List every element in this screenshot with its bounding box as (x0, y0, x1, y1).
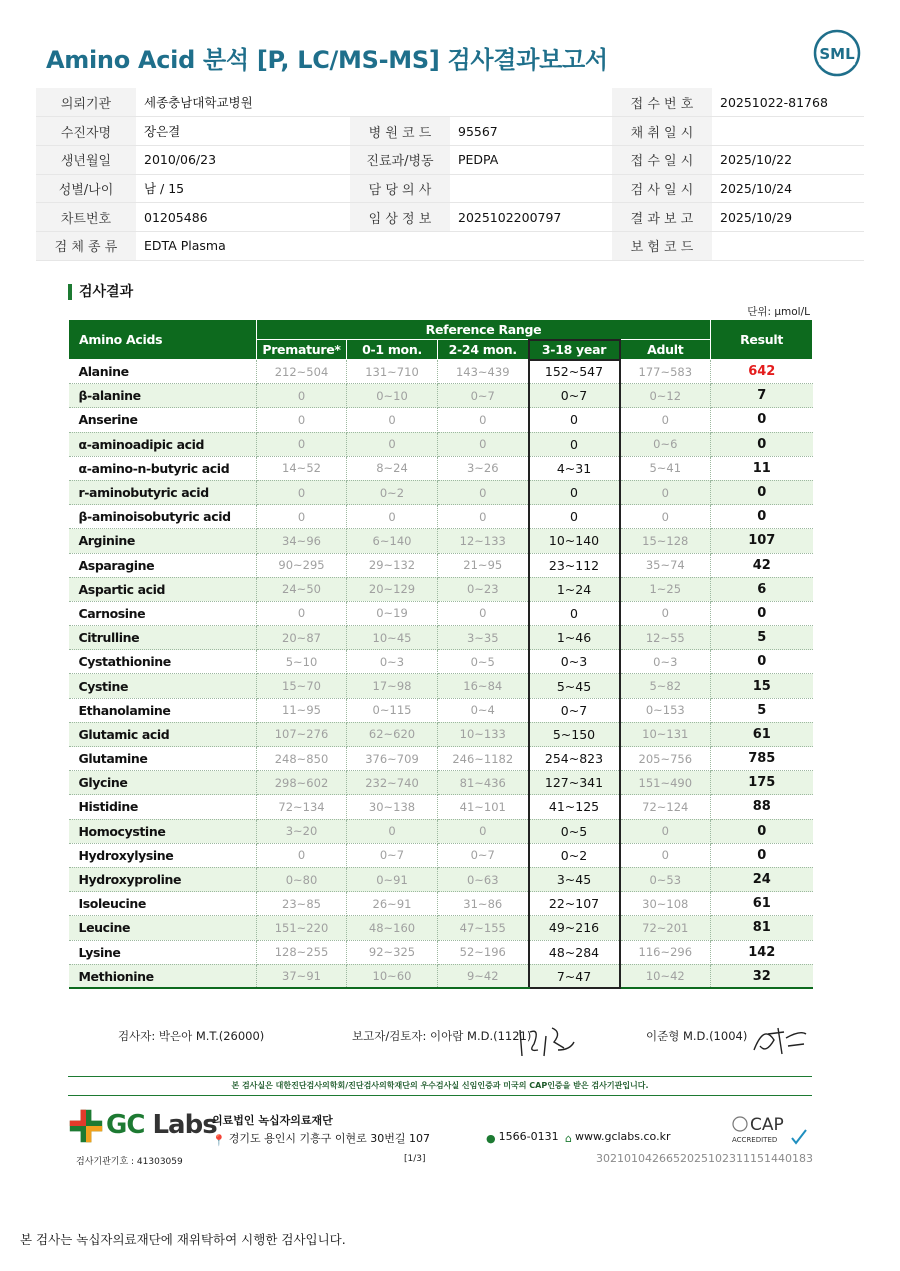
col-amino-acids: Amino Acids (69, 320, 257, 360)
table-row (69, 843, 813, 867)
info-label (350, 88, 450, 117)
tester-signature: 검사자: 박은아 M.T.(26000) (118, 1029, 265, 1043)
reference-range-cell: 254~823 (529, 747, 620, 771)
reference-range-cell: 0 (257, 601, 347, 625)
result-value: 0 (711, 650, 813, 674)
reference-range-cell: 0~7 (529, 384, 620, 408)
reference-range-cell: 0~3 (529, 650, 620, 674)
reference-range-cell: 0 (438, 505, 529, 529)
doctor-signature: 이준형 M.D.(1004) (646, 1029, 748, 1043)
amino-acid-name: Glycine (69, 771, 257, 795)
reference-range-cell: 0 (620, 480, 711, 504)
table-row (69, 795, 813, 819)
reference-range-cell: 0~3 (620, 650, 711, 674)
reference-range-cell: 0 (257, 408, 347, 432)
reference-range-cell: 24~50 (257, 577, 347, 601)
info-value: 장은결 (136, 117, 350, 146)
reference-range-cell: 143~439 (438, 360, 529, 384)
ref-col-header: 2-24 mon. (438, 340, 529, 360)
amino-acid-name: Lysine (69, 940, 257, 964)
info-value: 20251022-81768 (712, 88, 864, 117)
col-reference-range: Reference Range (257, 320, 711, 340)
result-value: 7 (711, 384, 813, 408)
table-row (69, 432, 813, 456)
reference-range-cell: 10~140 (529, 529, 620, 553)
reference-range-cell: 8~24 (347, 456, 438, 480)
phone-text: 1566-0131 (498, 1130, 559, 1143)
foundation-name: 의료법인 녹십자의료재단 (212, 1114, 333, 1127)
ref-col-header: 0-1 mon. (347, 340, 438, 360)
info-label: 검 체 종 류 (36, 231, 136, 260)
reference-range-cell: 1~24 (529, 577, 620, 601)
table-row (69, 601, 813, 625)
result-value: 5 (711, 698, 813, 722)
result-value: 0 (711, 432, 813, 456)
ref-col-header: Adult (620, 340, 711, 360)
info-label: 보 험 코 드 (612, 231, 712, 260)
reference-range-cell: 0 (529, 505, 620, 529)
result-value: 11 (711, 456, 813, 480)
reference-range-cell: 0 (529, 601, 620, 625)
reference-range-cell: 3~35 (438, 626, 529, 650)
reference-range-cell: 5~45 (529, 674, 620, 698)
reference-range-cell: 248~850 (257, 747, 347, 771)
table-row (69, 626, 813, 650)
reference-range-cell: 7~47 (529, 964, 620, 988)
reference-range-cell: 151~490 (620, 771, 711, 795)
reference-range-cell: 30~108 (620, 892, 711, 916)
reporter-handwritten-signature (514, 1020, 580, 1060)
reference-range-cell: 0 (620, 819, 711, 843)
amino-acid-name: Anserine (69, 408, 257, 432)
website-text: www.gclabs.co.kr (574, 1130, 671, 1143)
amino-acid-name: Citrulline (69, 626, 257, 650)
reference-range-cell: 47~155 (438, 916, 529, 940)
table-row (69, 408, 813, 432)
info-value: 2025/10/22 (712, 145, 864, 174)
reference-range-cell: 62~620 (347, 722, 438, 746)
info-label: 담 당 의 사 (350, 174, 450, 203)
amino-acid-name: Methionine (69, 964, 257, 988)
sml-logo (812, 28, 862, 78)
patient-info-table (36, 88, 864, 261)
reference-range-cell: 0~115 (347, 698, 438, 722)
info-value: 2010/06/23 (136, 145, 350, 174)
info-row (36, 145, 864, 174)
reference-range-cell: 0 (347, 408, 438, 432)
reference-range-cell: 0 (257, 480, 347, 504)
amino-acid-name: r-aminobutyric acid (69, 480, 257, 504)
reference-range-cell: 0 (438, 432, 529, 456)
info-value: 2025/10/24 (712, 174, 864, 203)
table-row (69, 722, 813, 746)
gc-cross-logo (68, 1108, 104, 1144)
result-value: 0 (711, 843, 813, 867)
reference-range-cell: 0 (257, 432, 347, 456)
info-value: 남 / 15 (136, 174, 350, 203)
reference-range-cell: 0~23 (438, 577, 529, 601)
phone (486, 1130, 559, 1145)
reference-range-cell: 5~10 (257, 650, 347, 674)
reference-range-cell: 0~7 (438, 843, 529, 867)
result-value: 6 (711, 577, 813, 601)
info-row (36, 88, 864, 117)
page-number: [1/3] (404, 1154, 426, 1164)
table-row (69, 505, 813, 529)
reference-range-cell: 1~25 (620, 577, 711, 601)
reference-range-cell: 5~41 (620, 456, 711, 480)
info-label: 수진자명 (36, 117, 136, 146)
info-label: 결 과 보 고 (612, 203, 712, 232)
reference-range-cell: 0~12 (620, 384, 711, 408)
reference-range-cell: 72~124 (620, 795, 711, 819)
amino-acid-name: Cystine (69, 674, 257, 698)
reference-range-cell: 23~85 (257, 892, 347, 916)
results-table (68, 319, 813, 989)
reference-range-cell: 49~216 (529, 916, 620, 940)
unit-label: 단위: μmol/L (747, 306, 810, 318)
info-row (36, 117, 864, 146)
amino-acid-name: Histidine (69, 795, 257, 819)
reference-range-cell: 48~160 (347, 916, 438, 940)
reference-range-cell: 0~2 (529, 843, 620, 867)
info-label: 채 취 일 시 (612, 117, 712, 146)
reference-range-cell: 246~1182 (438, 747, 529, 771)
info-label: 병 원 코 드 (350, 117, 450, 146)
info-value (712, 117, 864, 146)
reference-range-cell: 0~5 (529, 819, 620, 843)
amino-acid-name: Glutamine (69, 747, 257, 771)
result-value: 42 (711, 553, 813, 577)
reference-range-cell: 0~53 (620, 867, 711, 891)
reference-range-cell: 5~82 (620, 674, 711, 698)
reference-range-cell: 0 (347, 505, 438, 529)
info-value: 2025/10/29 (712, 203, 864, 232)
info-value (450, 174, 612, 203)
amino-acid-name: Aspartic acid (69, 577, 257, 601)
reference-range-cell: 4~31 (529, 456, 620, 480)
reference-range-cell: 0~80 (257, 867, 347, 891)
table-row (69, 553, 813, 577)
result-value: 0 (711, 819, 813, 843)
reference-range-cell: 0~10 (347, 384, 438, 408)
amino-acid-name: β-aminoisobutyric acid (69, 505, 257, 529)
amino-acid-name: Hydroxyproline (69, 867, 257, 891)
info-value: 세종충남대학교병원 (136, 88, 350, 117)
result-value: 5 (711, 626, 813, 650)
reference-range-cell: 212~504 (257, 360, 347, 384)
reference-range-cell: 205~756 (620, 747, 711, 771)
amino-acid-name: Isoleucine (69, 892, 257, 916)
amino-acid-name: Asparagine (69, 553, 257, 577)
reference-range-cell: 0 (438, 819, 529, 843)
info-label (350, 231, 450, 260)
ref-col-header: 3-18 year (529, 340, 620, 360)
reference-range-cell: 11~95 (257, 698, 347, 722)
table-row (69, 456, 813, 480)
amino-acid-name: α-amino-n-butyric acid (69, 456, 257, 480)
reference-range-cell: 72~201 (620, 916, 711, 940)
report-title: Amino Acid 분석 [P, LC/MS-MS] 검사결과보고서 (46, 46, 608, 74)
table-row (69, 480, 813, 504)
reporter-signature: 보고자/검토자: 이아람 M.D.(1121) (352, 1029, 532, 1043)
info-label: 임 상 정 보 (350, 203, 450, 232)
result-value: 24 (711, 867, 813, 891)
address-text: 경기도 용인시 기흥구 이현로 30번길 107 (228, 1132, 430, 1145)
info-value: 95567 (450, 117, 612, 146)
reference-range-cell: 10~60 (347, 964, 438, 988)
reference-range-cell: 90~295 (257, 553, 347, 577)
gc-brand-a: GC (106, 1110, 145, 1140)
reference-range-cell: 0~153 (620, 698, 711, 722)
reference-range-cell: 34~96 (257, 529, 347, 553)
reference-range-cell: 0 (438, 601, 529, 625)
reference-range-cell: 37~91 (257, 964, 347, 988)
ref-col-header: Premature* (257, 340, 347, 360)
table-row (69, 867, 813, 891)
result-value: 32 (711, 964, 813, 988)
info-label: 성별/나이 (36, 174, 136, 203)
reference-range-cell: 151~220 (257, 916, 347, 940)
footnote: 본 검사는 녹십자의료재단에 재위탁하여 시행한 검사입니다. (20, 1232, 346, 1247)
reference-range-cell: 116~296 (620, 940, 711, 964)
sml-logo-text: SML (819, 45, 855, 63)
table-row (69, 819, 813, 843)
reference-range-cell: 35~74 (620, 553, 711, 577)
amino-acid-name: Ethanolamine (69, 698, 257, 722)
doctor-handwritten-signature (744, 1020, 810, 1060)
info-label: 차트번호 (36, 203, 136, 232)
result-value: 0 (711, 480, 813, 504)
table-row (69, 771, 813, 795)
table-row (69, 674, 813, 698)
reference-range-cell: 0~7 (529, 698, 620, 722)
reference-range-cell: 21~95 (438, 553, 529, 577)
reference-range-cell: 10~133 (438, 722, 529, 746)
info-value: EDTA Plasma (136, 231, 350, 260)
reference-range-cell: 0~4 (438, 698, 529, 722)
reference-range-cell: 14~52 (257, 456, 347, 480)
table-row (69, 577, 813, 601)
amino-acid-name: Alanine (69, 360, 257, 384)
info-value (450, 88, 612, 117)
location-icon: 📍 (212, 1134, 226, 1147)
reference-range-cell: 0 (257, 384, 347, 408)
reference-range-cell: 0~7 (438, 384, 529, 408)
table-row (69, 384, 813, 408)
reference-range-cell: 0~63 (438, 867, 529, 891)
amino-acid-name: β-alanine (69, 384, 257, 408)
result-value: 642 (711, 360, 813, 384)
amino-acid-name: Arginine (69, 529, 257, 553)
reference-range-cell: 0~5 (438, 650, 529, 674)
reference-range-cell: 0 (438, 480, 529, 504)
reference-range-cell: 22~107 (529, 892, 620, 916)
result-value: 15 (711, 674, 813, 698)
reference-range-cell: 41~125 (529, 795, 620, 819)
reference-range-cell: 177~583 (620, 360, 711, 384)
amino-acid-name: Cystathionine (69, 650, 257, 674)
reference-range-cell: 0 (438, 408, 529, 432)
reference-range-cell: 127~341 (529, 771, 620, 795)
reference-range-cell: 3~26 (438, 456, 529, 480)
gc-brand-b: Labs (152, 1110, 217, 1140)
amino-acid-name: Carnosine (69, 601, 257, 625)
section-title: 검사결과 (68, 284, 133, 300)
reference-range-cell: 0~91 (347, 867, 438, 891)
info-label: 검 사 일 시 (612, 174, 712, 203)
reference-range-cell: 0~7 (347, 843, 438, 867)
table-row (69, 892, 813, 916)
result-value: 785 (711, 747, 813, 771)
reference-range-cell: 48~284 (529, 940, 620, 964)
info-value (712, 231, 864, 260)
reference-range-cell: 0~19 (347, 601, 438, 625)
info-value: 2025102200797 (450, 203, 612, 232)
amino-acid-name: Homocystine (69, 819, 257, 843)
result-value: 0 (711, 601, 813, 625)
reference-range-cell: 3~45 (529, 867, 620, 891)
info-label: 의뢰기관 (36, 88, 136, 117)
reference-range-cell: 10~42 (620, 964, 711, 988)
cap-logo-label: CAP (750, 1115, 784, 1135)
reference-range-cell: 0~2 (347, 480, 438, 504)
reference-range-cell: 107~276 (257, 722, 347, 746)
reference-range-cell: 0 (347, 819, 438, 843)
amino-acid-name: α-aminoadipic acid (69, 432, 257, 456)
cap-logo-sub: ACCREDITED (732, 1136, 778, 1144)
reference-range-cell: 1~46 (529, 626, 620, 650)
result-value: 81 (711, 916, 813, 940)
reference-range-cell: 131~710 (347, 360, 438, 384)
reference-range-cell: 0 (529, 432, 620, 456)
reference-range-cell: 52~196 (438, 940, 529, 964)
report-serial: 302101042665202510231115144​0183 (596, 1152, 813, 1165)
table-row (69, 360, 813, 384)
reference-range-cell: 12~133 (438, 529, 529, 553)
info-value (450, 231, 612, 260)
reference-range-cell: 0 (257, 843, 347, 867)
reference-range-cell: 41~101 (438, 795, 529, 819)
reference-range-cell: 26~91 (347, 892, 438, 916)
table-row (69, 650, 813, 674)
reference-range-cell: 29~132 (347, 553, 438, 577)
reference-range-cell: 0 (529, 480, 620, 504)
info-row (36, 174, 864, 203)
home-icon: ⌂ (565, 1132, 572, 1145)
reference-range-cell: 5~150 (529, 722, 620, 746)
amino-acid-name: Glutamic acid (69, 722, 257, 746)
reference-range-cell: 31~86 (438, 892, 529, 916)
cap-accredited-logo (730, 1112, 810, 1148)
table-row (69, 747, 813, 771)
reference-range-cell: 0 (620, 843, 711, 867)
reference-range-cell: 92~325 (347, 940, 438, 964)
reference-range-cell: 0 (257, 505, 347, 529)
result-value: 88 (711, 795, 813, 819)
reference-range-cell: 20~87 (257, 626, 347, 650)
reference-range-cell: 16~84 (438, 674, 529, 698)
certification-statement: 본 검사실은 대한진단검사의학회/진단검사의학재단의 우수검사실 신임인증과 미국의 CAP인증을 받은 검사기관입니다. (68, 1076, 812, 1096)
info-value: 01205486 (136, 203, 350, 232)
reference-range-cell: 17~98 (347, 674, 438, 698)
table-row (69, 698, 813, 722)
reference-range-cell: 0~6 (620, 432, 711, 456)
result-value: 107 (711, 529, 813, 553)
result-value: 61 (711, 892, 813, 916)
gc-labs-brand (106, 1110, 217, 1140)
institution-code: 검사기관기호 : 41303059 (76, 1157, 183, 1167)
reference-range-cell: 0 (620, 408, 711, 432)
reference-range-cell: 0 (620, 505, 711, 529)
phone-icon: ● (486, 1132, 496, 1145)
result-value: 142 (711, 940, 813, 964)
reference-range-cell: 15~128 (620, 529, 711, 553)
result-value: 61 (711, 722, 813, 746)
reference-range-cell: 20~129 (347, 577, 438, 601)
amino-acid-name: Leucine (69, 916, 257, 940)
table-row (69, 964, 813, 988)
info-label: 생년월일 (36, 145, 136, 174)
address (212, 1130, 430, 1147)
amino-acid-name: Hydroxylysine (69, 843, 257, 867)
reference-range-cell: 298~602 (257, 771, 347, 795)
info-label: 접 수 번 호 (612, 88, 712, 117)
table-row (69, 940, 813, 964)
table-row (69, 916, 813, 940)
website[interactable] (565, 1130, 670, 1145)
reference-range-cell: 10~131 (620, 722, 711, 746)
reference-range-cell: 30~138 (347, 795, 438, 819)
info-label: 접 수 일 시 (612, 145, 712, 174)
reference-range-cell: 15~70 (257, 674, 347, 698)
reference-range-cell: 376~709 (347, 747, 438, 771)
reference-range-cell: 0~3 (347, 650, 438, 674)
reference-range-cell: 6~140 (347, 529, 438, 553)
table-row (69, 529, 813, 553)
reference-range-cell: 23~112 (529, 553, 620, 577)
reference-range-cell: 128~255 (257, 940, 347, 964)
reference-range-cell: 72~134 (257, 795, 347, 819)
reference-range-cell: 0 (620, 601, 711, 625)
reference-range-cell: 12~55 (620, 626, 711, 650)
info-label: 진료과/병동 (350, 145, 450, 174)
reference-range-cell: 152~547 (529, 360, 620, 384)
reference-range-cell: 10~45 (347, 626, 438, 650)
info-value: PEDPA (450, 145, 612, 174)
result-value: 0 (711, 408, 813, 432)
reference-range-cell: 0 (347, 432, 438, 456)
result-value: 0 (711, 505, 813, 529)
reference-range-cell: 0 (529, 408, 620, 432)
info-row (36, 231, 864, 260)
result-value: 175 (711, 771, 813, 795)
reference-range-cell: 9~42 (438, 964, 529, 988)
info-row (36, 203, 864, 232)
reference-range-cell: 232~740 (347, 771, 438, 795)
col-result: Result (711, 320, 813, 360)
reference-range-cell: 3~20 (257, 819, 347, 843)
reference-range-cell: 81~436 (438, 771, 529, 795)
